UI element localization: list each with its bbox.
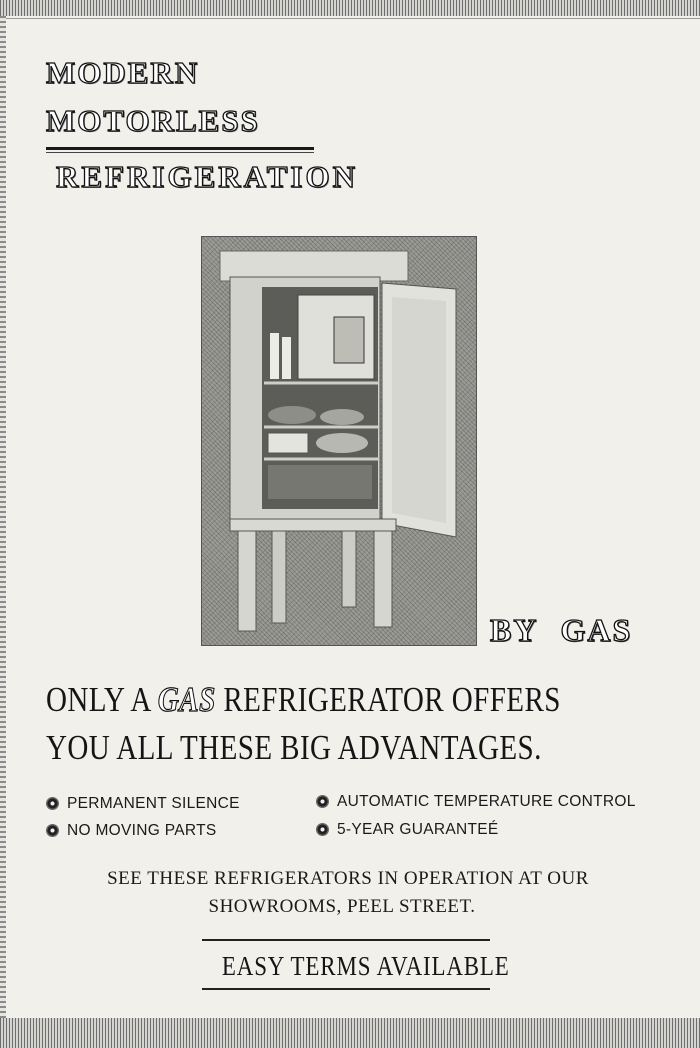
feature-item <box>46 795 240 813</box>
food-dish <box>268 406 316 424</box>
ice-trays <box>334 317 364 363</box>
headline-divider-thin <box>46 152 314 153</box>
offer-gas-word: GAS <box>157 680 216 719</box>
feature-item <box>46 822 216 840</box>
bullet-icon <box>46 797 59 810</box>
feature-item <box>316 821 499 839</box>
easy-terms: EASY TERMS AVAILABLE <box>221 951 510 981</box>
food-dish <box>320 409 364 425</box>
bullet-icon <box>316 823 329 836</box>
headline-motorless: MOTORLESS <box>46 103 260 138</box>
bottle <box>282 337 291 379</box>
bullet-icon <box>46 824 59 837</box>
by-gas-tagline <box>490 612 632 649</box>
refrigerator-photo <box>201 236 477 646</box>
offer-line-2: YOU ALL THESE BIG ADVANTAGES. <box>46 728 542 767</box>
headline-refrigeration: REFRIGERATION <box>56 159 358 194</box>
top-hairline <box>0 18 700 19</box>
feature-label: NO MOVING PARTS <box>67 822 217 839</box>
food-bowl <box>316 433 368 453</box>
headline-modern: MODERN <box>46 55 200 90</box>
page-top-edge <box>0 0 700 16</box>
page-bottom-edge <box>0 1018 700 1048</box>
offer-suffix: REFRIGERATOR OFFERS <box>223 680 561 719</box>
terms-rule-bottom <box>202 988 490 990</box>
food-tray <box>268 433 308 453</box>
headline-divider <box>46 147 314 150</box>
showroom-line-1: SEE THESE REFRIGERATORS IN OPERATION AT OUR <box>107 868 589 889</box>
fridge-leg <box>374 521 392 627</box>
refrigerator-illustration <box>202 237 476 645</box>
feature-label: 5-YEAR GUARANTEÉ <box>337 821 499 838</box>
fridge-base <box>230 519 396 531</box>
bottle <box>270 333 279 379</box>
by-word: BY <box>490 612 539 648</box>
showroom-line-2: SHOWROOMS, PEEL STREET. <box>208 896 476 917</box>
offer-prefix: ONLY A <box>46 680 151 719</box>
gas-word: GAS <box>560 612 633 648</box>
feature-label: AUTOMATIC TEMPERATURE CONTROL <box>337 793 636 810</box>
feature-item <box>316 793 636 811</box>
fridge-leg <box>272 531 286 623</box>
feature-label: PERMANENT SILENCE <box>67 795 240 812</box>
bullet-icon <box>316 795 329 808</box>
door-panel <box>392 297 446 523</box>
offer-line-1 <box>46 680 561 720</box>
fridge-leg <box>238 521 256 631</box>
fridge-leg <box>342 527 356 607</box>
terms-rule-top <box>202 939 490 941</box>
crisper <box>268 465 372 499</box>
